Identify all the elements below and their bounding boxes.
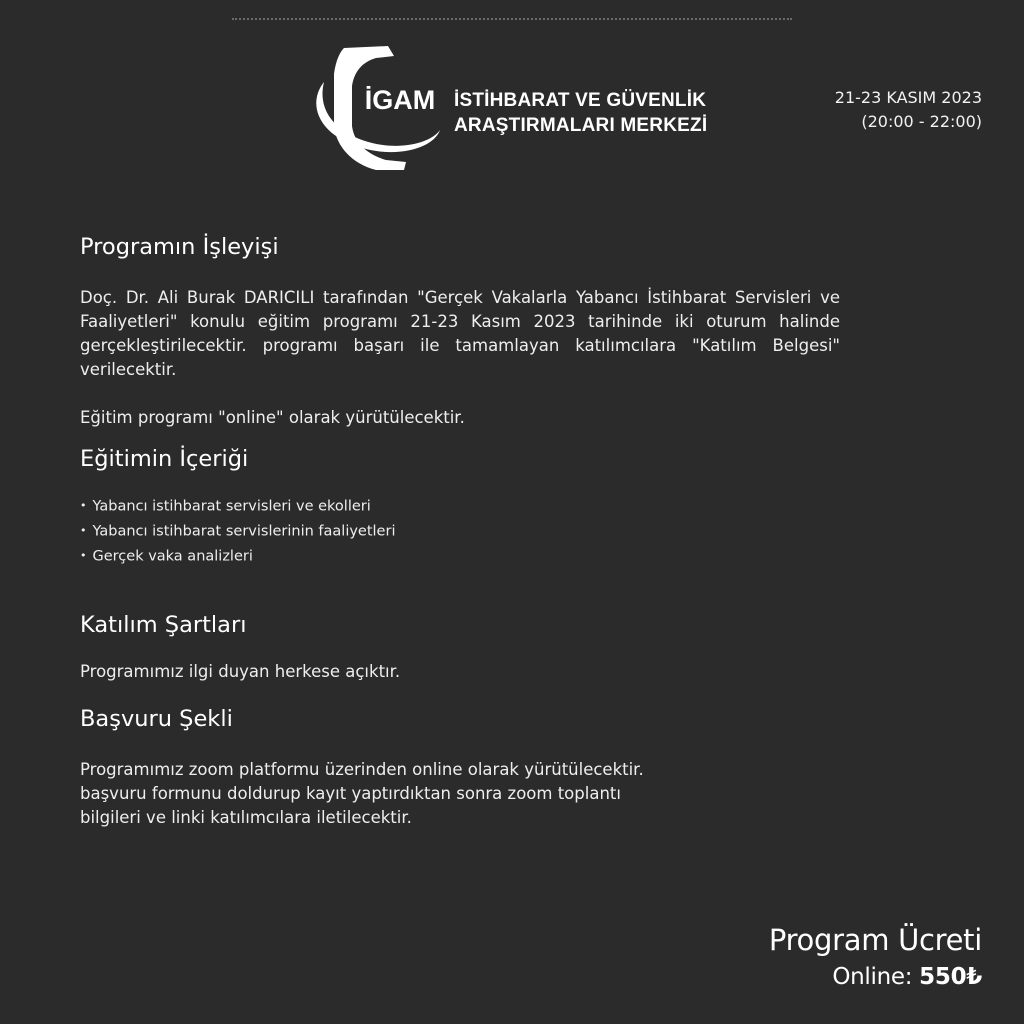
participation-requirements: Programımız ilgi duyan herkese açıktır. [80,662,401,682]
application-line-3: bilgileri ve linki katılımcılara iletilecektir. [80,808,412,828]
org-name-line-1: İSTİHBARAT VE GÜVENLİK [454,90,707,111]
section-basvuru-sekli [80,704,860,830]
fee-title: Program Ücreti [768,923,982,957]
event-time: (20:00 - 22:00) [861,112,982,131]
igam-shield-logo-icon [306,42,456,174]
list-item: • Yabancı istihbarat servislerinin faaliyetleri [80,519,860,544]
fee-value: 550₺ [919,964,982,990]
section-egitim-icerigi [80,444,860,568]
fee-label: Online: [832,964,913,990]
organization-logo [306,42,726,174]
section-title: Programın İşleyişi [80,234,279,260]
section-title: Eğitimin İçeriği [80,446,249,472]
event-date: 21-23 KASIM 2023 [834,88,982,107]
logo-text: İGAM [364,85,436,115]
top-dotted-divider [232,18,792,20]
section-title: Başvuru Şekli [80,706,233,733]
list-item: • Yabancı istihbarat servisleri ve ekolleri [80,494,860,519]
list-item: • Gerçek vaka analizleri [80,544,860,569]
main-content [80,232,860,830]
section-program-isleyisi [80,232,860,430]
event-date-block [835,86,982,134]
program-fee-block [769,920,982,994]
online-note: Eğitim programı "online" olarak yürütülecektir. [80,408,465,427]
section-title: Katılım Şartları [80,612,247,639]
program-description: Doç. Dr. Ali Burak DARICILI tarafından "Gerçek Vakalarla Yabancı İstihbarat Servisleri ve Faaliyetleri" konulu eğitim programı 21-23 Kasım 2023 tarihinde iki oturum halinde gerçekleştirilecektir. programı başarı ile tamamlayan katılımcılara "Katılım Belgesi" verilecektir. [80,288,840,379]
application-line-1: Programımız zoom platformu üzerinden online olarak yürütülecektir. [80,760,644,780]
organization-name [454,88,707,138]
fee-line [769,960,982,994]
org-name-line-2: ARAŞTIRMALARI MERKEZİ [454,115,708,136]
section-katilim-sartlari [80,610,860,684]
content-list [80,494,860,568]
application-line-2: başvuru formunu doldurup kayıt yaptırdıktan sonra zoom toplantı [80,784,621,804]
